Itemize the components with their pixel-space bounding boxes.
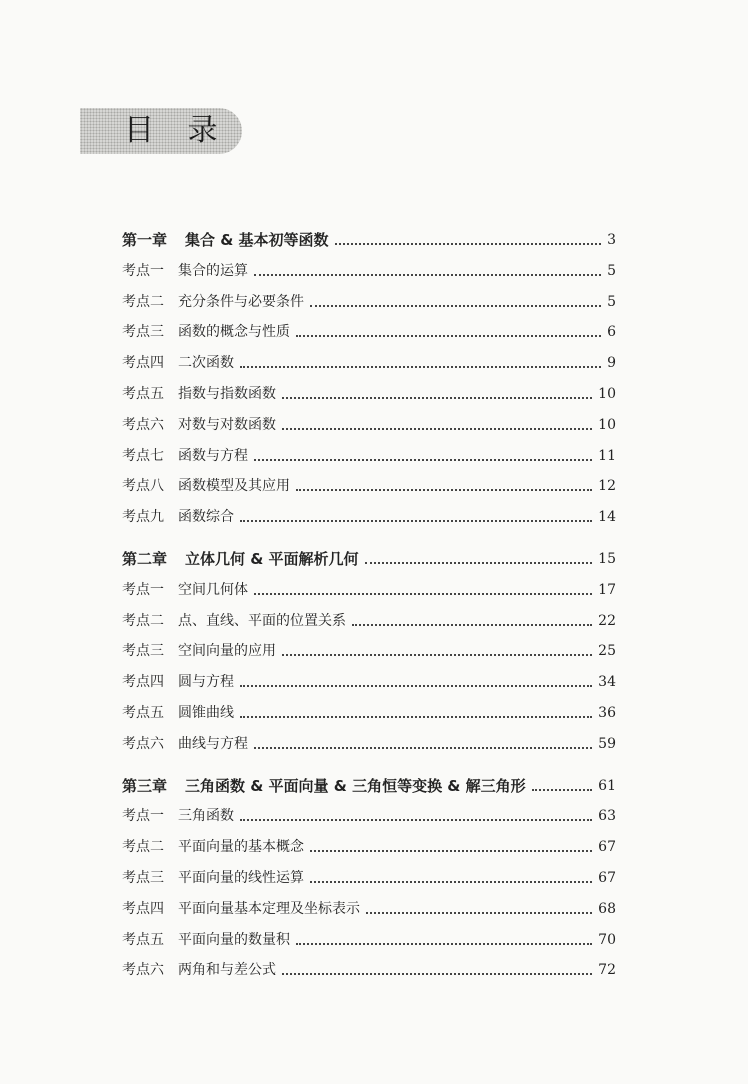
toc-label: 考点六 bbox=[122, 736, 164, 752]
toc-item-row[interactable] bbox=[122, 257, 616, 281]
toc-item-row[interactable] bbox=[122, 576, 616, 600]
toc-topic: 集合 & 基本初等函数 bbox=[185, 231, 329, 249]
toc-page-number: 68 bbox=[598, 901, 616, 917]
toc-label: 考点五 bbox=[122, 932, 164, 948]
toc-label: 考点七 bbox=[122, 448, 164, 464]
toc-page-number: 36 bbox=[598, 705, 616, 721]
toc-page-number: 17 bbox=[598, 582, 616, 598]
toc-page-number: 10 bbox=[598, 386, 616, 402]
toc-chapter-row[interactable] bbox=[122, 226, 616, 250]
dot-leader bbox=[240, 366, 601, 368]
toc-label: 考点八 bbox=[122, 478, 164, 494]
toc-label: 考点三 bbox=[122, 870, 164, 886]
toc-item-row[interactable] bbox=[122, 956, 616, 980]
toc-item-row[interactable] bbox=[122, 926, 616, 950]
toc-page-number: 5 bbox=[607, 294, 616, 310]
toc-item-row[interactable] bbox=[122, 699, 616, 723]
toc-page-number: 67 bbox=[598, 839, 616, 855]
toc-item-row[interactable] bbox=[122, 607, 616, 631]
toc-page-number: 6 bbox=[607, 324, 616, 340]
toc-topic: 函数模型及其应用 bbox=[178, 478, 290, 494]
toc-item-row[interactable] bbox=[122, 472, 616, 496]
toc-label: 考点三 bbox=[122, 324, 164, 340]
toc-item-row[interactable] bbox=[122, 503, 616, 527]
toc-topic: 指数与指数函数 bbox=[178, 386, 276, 402]
toc-topic: 三角函数 & 平面向量 & 三角恒等变换 & 解三角形 bbox=[185, 777, 526, 795]
dot-leader bbox=[282, 397, 592, 399]
toc-item-row[interactable] bbox=[122, 349, 616, 373]
toc-item-row[interactable] bbox=[122, 668, 616, 692]
dot-leader bbox=[296, 335, 601, 337]
toc-topic: 立体几何 & 平面解析几何 bbox=[185, 550, 359, 568]
toc-page-number: 11 bbox=[598, 448, 616, 464]
toc-topic: 两角和与差公式 bbox=[178, 962, 276, 978]
dot-leader bbox=[365, 562, 593, 564]
toc-page-number: 67 bbox=[598, 870, 616, 886]
toc-item-row[interactable] bbox=[122, 833, 616, 857]
toc-page-number: 22 bbox=[598, 613, 616, 629]
toc-page-number: 10 bbox=[598, 417, 616, 433]
toc-label: 考点一 bbox=[122, 808, 164, 824]
toc-label: 第一章 bbox=[122, 231, 168, 249]
toc-topic: 函数与方程 bbox=[178, 448, 248, 464]
toc-label: 考点二 bbox=[122, 294, 164, 310]
toc-topic: 集合的运算 bbox=[178, 263, 248, 279]
dot-leader bbox=[240, 685, 592, 687]
toc-item-row[interactable] bbox=[122, 288, 616, 312]
toc-topic: 圆与方程 bbox=[178, 674, 234, 690]
toc-label: 考点二 bbox=[122, 613, 164, 629]
toc-page-number: 12 bbox=[598, 478, 616, 494]
toc-page-number: 3 bbox=[607, 232, 616, 248]
toc-label: 考点六 bbox=[122, 962, 164, 978]
toc-topic: 圆锥曲线 bbox=[178, 705, 234, 721]
toc-topic: 平面向量的数量积 bbox=[178, 932, 290, 948]
toc-topic: 二次函数 bbox=[178, 355, 234, 371]
toc-page-number: 25 bbox=[598, 643, 616, 659]
toc-chapter-row[interactable] bbox=[122, 545, 616, 569]
toc-label: 考点一 bbox=[122, 582, 164, 598]
toc-label: 考点六 bbox=[122, 417, 164, 433]
toc-topic: 曲线与方程 bbox=[178, 736, 248, 752]
toc-topic: 对数与对数函数 bbox=[178, 417, 276, 433]
toc-topic: 点、直线、平面的位置关系 bbox=[178, 613, 346, 629]
toc-topic: 函数的概念与性质 bbox=[178, 324, 290, 340]
dot-leader bbox=[240, 716, 592, 718]
toc-topic: 平面向量的基本概念 bbox=[178, 839, 304, 855]
toc-topic: 平面向量基本定理及坐标表示 bbox=[178, 901, 360, 917]
toc-item-row[interactable] bbox=[122, 864, 616, 888]
toc-topic: 空间几何体 bbox=[178, 582, 248, 598]
page-title: 目 录 bbox=[124, 113, 230, 148]
toc-label: 考点九 bbox=[122, 509, 164, 525]
toc-item-row[interactable] bbox=[122, 895, 616, 919]
dot-leader bbox=[282, 654, 592, 656]
dot-leader bbox=[296, 489, 592, 491]
toc-page-number: 34 bbox=[598, 674, 616, 690]
toc-label: 考点四 bbox=[122, 355, 164, 371]
dot-leader bbox=[310, 881, 592, 883]
toc-item-row[interactable] bbox=[122, 802, 616, 826]
toc-item-row[interactable] bbox=[122, 318, 616, 342]
dot-leader bbox=[310, 305, 601, 307]
dot-leader bbox=[282, 428, 592, 430]
toc-item-row[interactable] bbox=[122, 442, 616, 466]
dot-leader bbox=[532, 789, 593, 791]
toc-label: 考点三 bbox=[122, 643, 164, 659]
dot-leader bbox=[282, 973, 592, 975]
toc-item-row[interactable] bbox=[122, 637, 616, 661]
dot-leader bbox=[254, 593, 592, 595]
dot-leader bbox=[366, 912, 592, 914]
toc-item-row[interactable] bbox=[122, 380, 616, 404]
toc-topic: 函数综合 bbox=[178, 509, 234, 525]
toc-page-number: 14 bbox=[598, 509, 616, 525]
toc-label: 第三章 bbox=[122, 777, 168, 795]
toc-page-number: 5 bbox=[607, 263, 616, 279]
toc-page-number: 70 bbox=[598, 932, 616, 948]
toc-label: 考点五 bbox=[122, 386, 164, 402]
toc-page-number: 15 bbox=[598, 551, 616, 567]
toc-page-number: 72 bbox=[598, 962, 616, 978]
toc-label: 考点四 bbox=[122, 674, 164, 690]
toc-item-row[interactable] bbox=[122, 411, 616, 435]
toc-label: 考点一 bbox=[122, 263, 164, 279]
toc-label: 考点四 bbox=[122, 901, 164, 917]
dot-leader bbox=[352, 624, 592, 626]
toc-page-number: 61 bbox=[598, 778, 616, 794]
dot-leader bbox=[335, 243, 602, 245]
toc-topic: 三角函数 bbox=[178, 808, 234, 824]
dot-leader bbox=[240, 520, 592, 522]
dot-leader bbox=[254, 459, 592, 461]
toc-page-number: 9 bbox=[607, 355, 616, 371]
dot-leader bbox=[240, 819, 592, 821]
toc-page-number: 63 bbox=[598, 808, 616, 824]
dot-leader bbox=[254, 747, 592, 749]
dot-leader bbox=[296, 943, 592, 945]
toc-label: 考点二 bbox=[122, 839, 164, 855]
toc-topic: 空间向量的应用 bbox=[178, 643, 276, 659]
toc-label: 第二章 bbox=[122, 550, 168, 568]
toc-item-row[interactable] bbox=[122, 730, 616, 754]
dot-leader bbox=[254, 274, 601, 276]
toc-topic: 充分条件与必要条件 bbox=[178, 294, 304, 310]
toc-page-number: 59 bbox=[598, 736, 616, 752]
toc-chapter-row[interactable] bbox=[122, 772, 616, 796]
toc-topic: 平面向量的线性运算 bbox=[178, 870, 304, 886]
dot-leader bbox=[310, 850, 592, 852]
toc-label: 考点五 bbox=[122, 705, 164, 721]
